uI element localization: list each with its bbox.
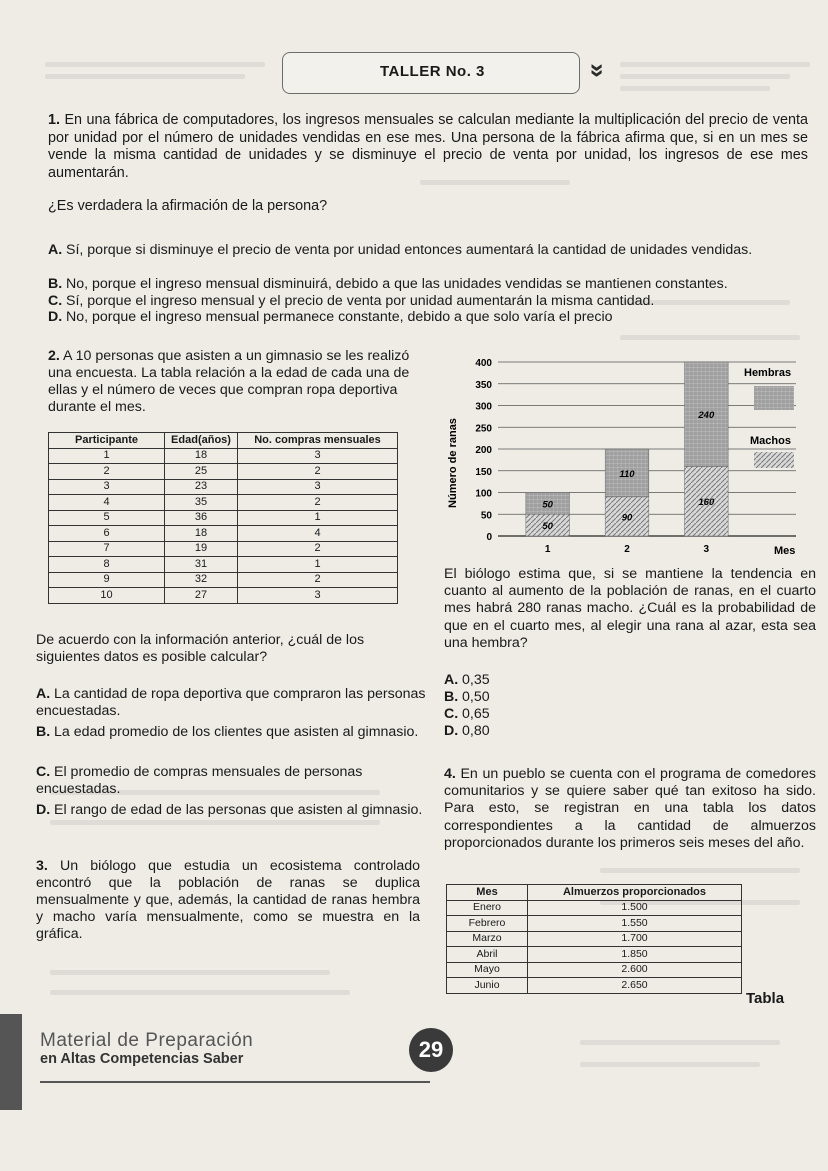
q4-table-caption: Tabla bbox=[746, 990, 785, 1007]
q3-number: 3. bbox=[36, 858, 48, 874]
table-cell: 3 bbox=[49, 479, 165, 495]
table-row bbox=[49, 541, 398, 557]
table-cell: 2 bbox=[238, 572, 398, 588]
table-cell: 1.500 bbox=[528, 900, 742, 916]
page-number: 29 bbox=[409, 1028, 453, 1072]
legend-machos-label: Machos bbox=[750, 435, 791, 447]
q2-option-b-text: La edad promedio de los clientes que asisten al gimnasio. bbox=[54, 724, 419, 740]
chart-ytick-label: 50 bbox=[480, 510, 492, 522]
table-cell: 23 bbox=[165, 479, 238, 495]
table-cell: 19 bbox=[165, 541, 238, 557]
table-cell: 5 bbox=[49, 510, 165, 526]
table-cell: 7 bbox=[49, 541, 165, 557]
chart-ylabel: Número de ranas bbox=[447, 418, 459, 508]
table-cell: 10 bbox=[49, 588, 165, 604]
table-cell: 9 bbox=[49, 572, 165, 588]
q4-text: En un pueblo se cuenta con el programa de comedores comunitarios y se quiere saber qué tan exitoso ha sido. Para esto, se registran en una tabla los datos correspondientes a la cantidad de almuerzos proporcionados durante los primeros seis meses del año. bbox=[444, 766, 816, 851]
legend-hembras-swatch bbox=[754, 386, 794, 410]
table-cell: 35 bbox=[165, 495, 238, 511]
table-row bbox=[447, 978, 742, 994]
chart-ytick-label: 100 bbox=[475, 488, 492, 500]
double-chevron-icon: » bbox=[583, 63, 614, 78]
q3-option-c-text: 0,65 bbox=[462, 706, 490, 722]
q1-option-a[interactable] bbox=[48, 242, 810, 259]
q1-option-b[interactable] bbox=[48, 276, 810, 293]
q3-continuation: El biólogo estima que, si se mantiene la tendencia en cuanto al aumento de la población de ranas, en el cuarto mes habrá 280 ranas macho. ¿Cuál es la probabilidad de que en el cuarto mes, al elegir una rana al azar, esta sea una hembra? bbox=[444, 566, 816, 651]
q1-option-d-text: No, porque el ingreso mensual permanece constante, debido a que solo varía el precio bbox=[66, 309, 613, 325]
table-cell: 4 bbox=[49, 495, 165, 511]
q3-option-a-text: 0,35 bbox=[462, 672, 490, 688]
table-cell: 4 bbox=[238, 526, 398, 542]
chart-data-label: 50 bbox=[542, 521, 553, 533]
table-cell: 25 bbox=[165, 464, 238, 480]
table-cell: 31 bbox=[165, 557, 238, 573]
chart-ytick-label: 250 bbox=[475, 423, 492, 435]
table-row bbox=[447, 900, 742, 916]
q1-option-b-letter: B. bbox=[48, 276, 63, 292]
table-cell: 1 bbox=[238, 510, 398, 526]
table-row bbox=[49, 495, 398, 511]
table-cell: 2 bbox=[238, 464, 398, 480]
q2-option-d[interactable] bbox=[36, 802, 426, 819]
q2-option-c-text: El promedio de compras mensuales de personas encuestadas. bbox=[36, 764, 363, 797]
q2-table-header: Participante bbox=[49, 433, 165, 449]
q2-option-b-letter: B. bbox=[36, 724, 51, 740]
table-cell: 2.600 bbox=[528, 962, 742, 978]
table-cell: 3 bbox=[238, 479, 398, 495]
table-cell: Febrero bbox=[447, 916, 528, 932]
q1-option-d[interactable] bbox=[48, 309, 810, 326]
q2-text: A 10 personas que asisten a un gimnasio se les realizó una encuesta. La tabla relación a la edad de cada una de ellas y el número de veces que compran ropa deportiva durante el mes. bbox=[48, 348, 410, 415]
chart-data-label: 90 bbox=[621, 512, 633, 524]
q3-option-b-text: 0,50 bbox=[462, 689, 490, 705]
q3-option-b-letter: B. bbox=[444, 689, 459, 705]
chart-xlabel: Mes bbox=[774, 545, 796, 557]
table-cell: 2 bbox=[49, 464, 165, 480]
q3-statement bbox=[36, 858, 420, 943]
table-cell: 1.850 bbox=[528, 947, 742, 963]
q2-option-a-text: La cantidad de ropa deportiva que compraron las personas encuestadas. bbox=[36, 686, 426, 719]
table-cell: 32 bbox=[165, 572, 238, 588]
table-row bbox=[49, 588, 398, 604]
table-cell: Junio bbox=[447, 978, 528, 994]
page-title: TALLER No. 3 bbox=[380, 63, 485, 80]
chart-ytick-label: 400 bbox=[475, 358, 492, 369]
table-row bbox=[447, 962, 742, 978]
q1-text: En una fábrica de computadores, los ingresos mensuales se calculan mediante la multiplicación del precio de venta por unidad por el número de unidades vendidas en ese mes. Una persona de la fábrica afirma que, si en un mes se vende la misma cantidad de unidades y se disminuye el precio de venta por unidad, los ingresos de ese mes aumentarán. bbox=[48, 112, 809, 181]
chart-xtick-label: 1 bbox=[544, 544, 551, 555]
table-cell: 1 bbox=[238, 557, 398, 573]
chart-ytick-label: 0 bbox=[486, 532, 492, 543]
chart-xtick-label: 3 bbox=[703, 544, 710, 555]
footer-subtitle: en Altas Competencias Saber bbox=[40, 1051, 244, 1067]
chart-ytick-label: 200 bbox=[475, 445, 492, 456]
q2-option-d-text: El rango de edad de las personas que asisten al gimnasio. bbox=[54, 802, 423, 818]
q3-option-b[interactable] bbox=[444, 689, 564, 706]
table-row bbox=[447, 931, 742, 947]
q1-option-c-text: Sí, porque el ingreso mensual y el precio de venta por unidad aumentarán la misma cantidad. bbox=[66, 293, 655, 309]
table-cell: 1 bbox=[49, 448, 165, 464]
footer-divider bbox=[40, 1081, 430, 1083]
legend-hembras-label: Hembras bbox=[744, 367, 792, 379]
footer-title: Material de Preparación bbox=[40, 1030, 254, 1051]
q2-table bbox=[48, 432, 398, 604]
q3-option-a[interactable] bbox=[444, 672, 564, 689]
q1-question: ¿Es verdadera la afirmación de la persona? bbox=[48, 198, 328, 214]
chart-ytick-label: 300 bbox=[475, 401, 492, 413]
table-cell: 36 bbox=[165, 510, 238, 526]
q3-text: Un biólogo que estudia un ecosistema controlado encontró que la población de ranas se duplica mensualmente y que, además, la cantidad de ranas hembra y macho varía mensualmente, como se muestra en la gráfica. bbox=[36, 858, 420, 942]
table-cell: Marzo bbox=[447, 931, 528, 947]
q3-option-d-text: 0,80 bbox=[462, 723, 490, 739]
chart-data-label: 110 bbox=[619, 468, 635, 480]
legend-machos-swatch bbox=[754, 452, 794, 468]
table-row bbox=[49, 479, 398, 495]
footer-side-bar bbox=[0, 1014, 22, 1110]
table-cell: Mayo bbox=[447, 962, 528, 978]
q3-option-a-letter: A. bbox=[444, 672, 459, 688]
table-row bbox=[49, 448, 398, 464]
table-cell: Enero bbox=[447, 900, 528, 916]
table-cell: 1.550 bbox=[528, 916, 742, 932]
table-cell: 1.700 bbox=[528, 931, 742, 947]
q4-table-header: Almuerzos proporcionados bbox=[528, 885, 742, 901]
q1-option-a-text: Sí, porque si disminuye el precio de venta por unidad entonces aumentará la cantidad de unidades vendidas. bbox=[66, 242, 753, 258]
q3-option-d[interactable] bbox=[444, 723, 564, 740]
q2-number: 2. bbox=[48, 348, 60, 364]
q4-table-header: Mes bbox=[447, 885, 528, 901]
q2-table-header: No. compras mensuales bbox=[238, 433, 398, 449]
q2-option-b[interactable] bbox=[36, 724, 426, 741]
table-row bbox=[49, 526, 398, 542]
table-cell: 2 bbox=[238, 495, 398, 511]
q3-option-c-letter: C. bbox=[444, 706, 459, 722]
q1-option-c[interactable] bbox=[48, 293, 810, 310]
q1-option-c-letter: C. bbox=[48, 293, 63, 309]
q4-number: 4. bbox=[444, 766, 456, 782]
q2-option-c[interactable] bbox=[36, 764, 426, 798]
frog-population-chart bbox=[446, 348, 806, 563]
table-cell: Abril bbox=[447, 947, 528, 963]
table-row bbox=[49, 464, 398, 480]
q1-option-b-text: No, porque el ingreso mensual disminuirá, debido a que las unidades vendidas se mantienen constantes. bbox=[66, 276, 728, 292]
table-row bbox=[447, 947, 742, 963]
table-cell: 2 bbox=[238, 541, 398, 557]
table-cell: 18 bbox=[165, 448, 238, 464]
q4-table bbox=[446, 884, 742, 994]
chart-data-label: 160 bbox=[698, 497, 715, 509]
table-cell: 2.650 bbox=[528, 978, 742, 994]
table-row bbox=[49, 557, 398, 573]
chart-data-label: 50 bbox=[542, 499, 553, 511]
chart-ytick-label: 150 bbox=[475, 466, 492, 478]
table-cell: 18 bbox=[165, 526, 238, 542]
q2-option-a-letter: A. bbox=[36, 686, 51, 702]
chart-xtick-label: 2 bbox=[624, 544, 630, 555]
q2-statement bbox=[48, 348, 418, 416]
chart-data-label: 240 bbox=[698, 410, 715, 422]
chart-ytick-label: 350 bbox=[475, 379, 492, 391]
q1-statement bbox=[48, 112, 808, 182]
q2-table-header: Edad(años) bbox=[165, 433, 238, 449]
table-row bbox=[49, 572, 398, 588]
table-cell: 3 bbox=[238, 588, 398, 604]
q1-option-a-letter: A. bbox=[48, 242, 63, 258]
table-cell: 27 bbox=[165, 588, 238, 604]
q1-number: 1. bbox=[48, 112, 61, 128]
table-cell: 6 bbox=[49, 526, 165, 542]
q2-question: De acuerdo con la información anterior, ¿cuál de los siguientes datos es posible calcular? bbox=[36, 632, 365, 665]
q2-option-c-letter: C. bbox=[36, 764, 51, 780]
table-row bbox=[447, 916, 742, 932]
table-cell: 8 bbox=[49, 557, 165, 573]
q2-option-a[interactable] bbox=[36, 686, 426, 720]
table-cell: 3 bbox=[238, 448, 398, 464]
q3-option-d-letter: D. bbox=[444, 723, 459, 739]
table-row bbox=[49, 510, 398, 526]
q2-option-d-letter: D. bbox=[36, 802, 51, 818]
q1-option-d-letter: D. bbox=[48, 309, 63, 325]
q3-option-c[interactable] bbox=[444, 706, 564, 723]
q4-statement bbox=[444, 766, 816, 852]
